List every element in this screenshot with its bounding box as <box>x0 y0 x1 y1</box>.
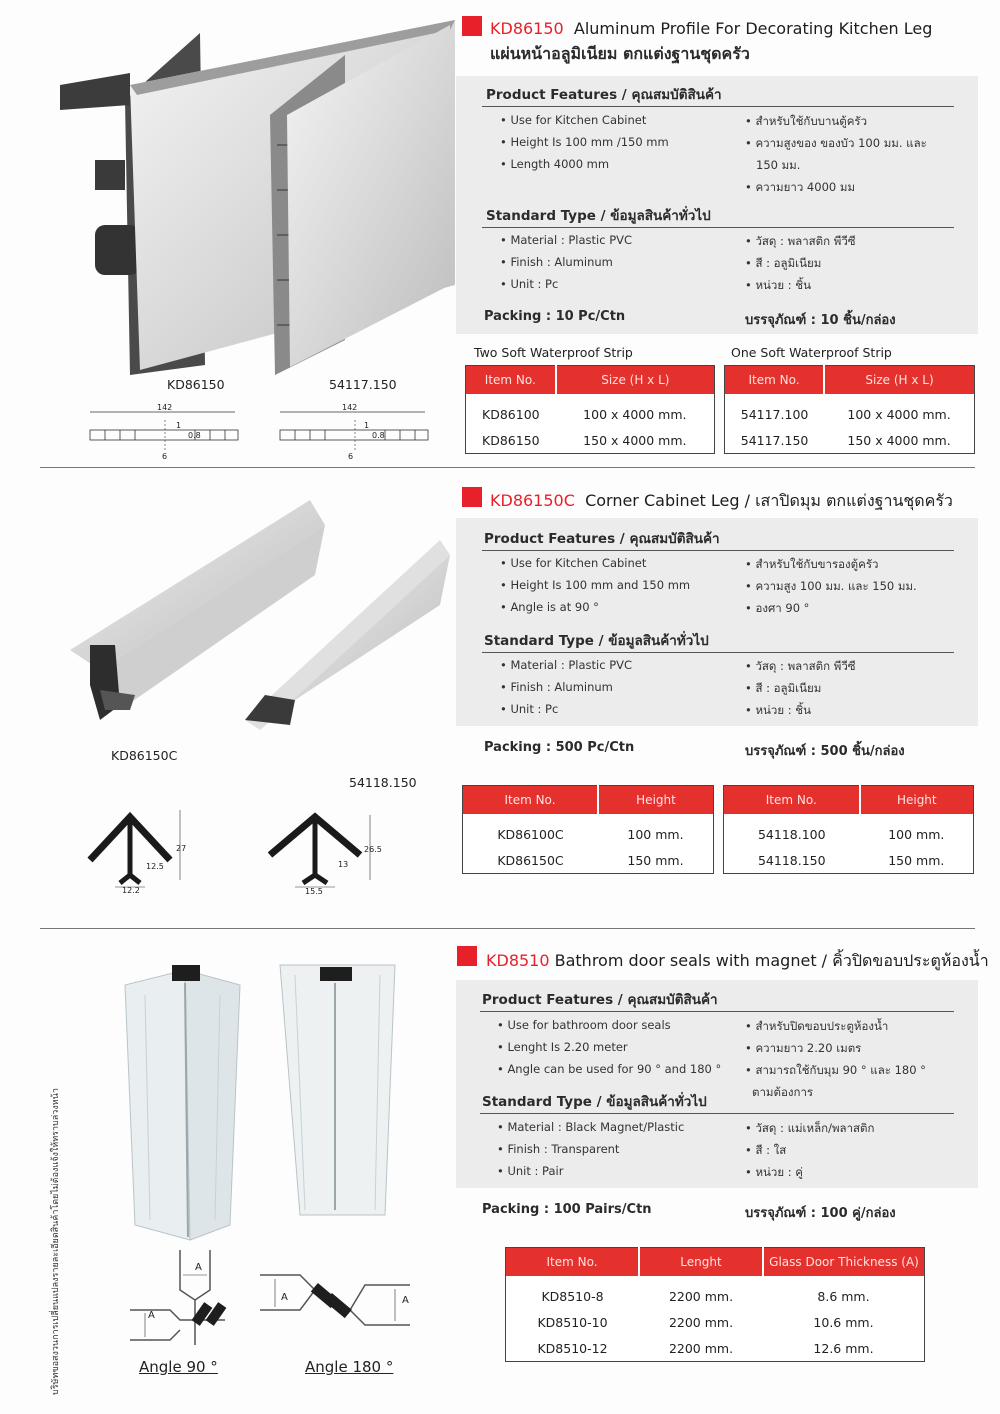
standard-item-th: • วัสดุ : พลาสติก พีวีซี <box>745 659 856 673</box>
section-title <box>490 489 953 514</box>
table-header: Height <box>860 786 974 815</box>
corner-leg-images <box>60 495 460 775</box>
table-cell: 10.6 mm. <box>813 1314 874 1330</box>
product-title: Bathrom door seals with magnet / คิ้วปิดขอบประตูห้องน้ำ <box>554 951 989 970</box>
section-title <box>490 19 932 38</box>
feature-item-th: • สำหรับปิดขอบประตูห้องน้ำ <box>745 1019 889 1033</box>
dim-width-right: 142 <box>342 403 358 412</box>
standard-item: • Material : Black Magnet/Plastic <box>497 1120 685 1134</box>
feature-item: • Height Is 100 mm and 150 mm <box>500 578 691 592</box>
size-table-one-strip <box>724 365 975 454</box>
section-divider <box>40 467 975 468</box>
dim-c-right: 6 <box>348 452 354 461</box>
feature-item-th: • ความยาว 4000 มม <box>745 180 856 194</box>
dim-height-right: 26.5 <box>364 845 382 854</box>
angle-90-drawing <box>125 1245 235 1355</box>
feature-item-th: • สามารถใช้กับมุม 90 ° และ 180 ° <box>745 1063 926 1077</box>
dim-width-left: 12.2 <box>122 886 140 895</box>
section-title <box>486 949 989 974</box>
product-code: KD86150 <box>490 19 564 38</box>
features-heading: Product Features / คุณสมบัติสินค้า <box>484 531 720 547</box>
dim-label-a: A <box>402 1295 409 1306</box>
standard-heading: Standard Type / ข้อมูลสินค้าทั่วไป <box>482 1094 707 1110</box>
standard-heading: Standard Type / ข้อมูลสินค้าทั่วไป <box>486 208 711 224</box>
features-heading: Product Features / คุณสมบัติสินค้า <box>482 992 718 1008</box>
feature-item: • Height Is 100 mm /150 mm <box>500 135 669 149</box>
standard-item: • Unit : Pc <box>500 702 559 716</box>
standard-item: • Finish : Aluminum <box>500 680 613 694</box>
size-table-two-strip <box>465 365 715 454</box>
divider <box>480 1011 954 1012</box>
table-cell: 12.6 mm. <box>813 1340 874 1356</box>
packing-info: Packing : 100 Pairs/Ctn <box>482 1202 652 1217</box>
angle-180-label: Angle 180 ° <box>305 1358 394 1376</box>
table-header: Item No. <box>463 786 598 815</box>
table-row <box>506 1309 925 1335</box>
red-square-marker <box>462 487 482 507</box>
dim-a-right: 1 <box>364 421 370 430</box>
standard-item-th: • วัสดุ : พลาสติก พีวีซี <box>745 234 856 248</box>
table-cell: 2200 mm. <box>668 1314 734 1330</box>
divider <box>482 227 954 228</box>
table-row <box>724 847 974 874</box>
product-title-thai: แผ่นหน้าอลูมิเนียม ตกแต่งฐานชุดครัว <box>490 44 750 63</box>
packing-info: Packing : 10 Pc/Ctn <box>484 309 626 324</box>
section-divider <box>40 928 975 929</box>
table-row <box>466 394 715 427</box>
feature-item-th: • ความยาว 2.20 เมตร <box>745 1041 862 1055</box>
feature-item-th: ตามต้องการ <box>752 1085 814 1099</box>
standard-item: • Finish : Transparent <box>497 1142 620 1156</box>
standard-item: • Unit : Pair <box>497 1164 564 1178</box>
table-cell: KD8510-12 <box>537 1340 608 1356</box>
feature-item-th: • สำหรับใช้กับบานตู้ครัว <box>745 114 868 128</box>
packing-info-th: บรรจุภัณฑ์ : 500 ชิ้น/กล่อง <box>745 744 905 759</box>
product-label-kd86150: KD86150 <box>167 377 225 392</box>
table-cell: 2200 mm. <box>668 1288 734 1304</box>
feature-item: • Use for Kitchen Cabinet <box>500 113 647 127</box>
height-table-right <box>723 785 974 874</box>
table-header: Item No. <box>725 366 825 395</box>
table-cell: 100 x 4000 mm. <box>847 406 951 422</box>
table-cell: 8.6 mm. <box>817 1288 870 1304</box>
divider <box>482 106 954 107</box>
dim-depth-left: 12.5 <box>146 862 164 871</box>
product-label-54117150: 54117.150 <box>329 377 397 392</box>
dim-b-right: 0.8 <box>372 431 385 440</box>
divider <box>482 652 954 653</box>
dim-label-a: A <box>148 1310 155 1321</box>
table-header: Glass Door Thickness (A) <box>763 1248 925 1277</box>
angle-90-label: Angle 90 ° <box>139 1358 218 1376</box>
table-cell: KD8510-8 <box>541 1288 604 1304</box>
standard-item-th: • วัสดุ : แม่เหล็ก/พลาสติก <box>745 1121 875 1135</box>
table-header: Item No. <box>466 366 556 395</box>
one-strip-title: One Soft Waterproof Strip <box>731 345 892 360</box>
standard-item-th: • สี : อลูมิเนียม <box>745 681 822 695</box>
dim-width-right: 15.5 <box>305 887 323 896</box>
angle-180-drawing <box>255 1265 420 1340</box>
door-seal-images <box>120 955 420 1245</box>
feature-item: • Use for Kitchen Cabinet <box>500 556 647 570</box>
packing-info-th: บรรจุภัณฑ์ : 10 ชิ้น/กล่อง <box>745 313 896 328</box>
table-header: Height <box>598 786 714 815</box>
table-row <box>463 847 714 874</box>
feature-item-th: • ความสูง 100 มม. และ 150 มม. <box>745 579 917 593</box>
table-row <box>466 427 715 454</box>
table-row <box>506 1335 925 1362</box>
table-row <box>463 814 714 847</box>
table-cell: 54118.150 <box>757 852 826 868</box>
aluminum-profile-images <box>55 15 455 385</box>
table-cell: 54118.100 <box>757 826 826 842</box>
divider <box>480 1113 954 1114</box>
feature-item: • Use for bathroom door seals <box>497 1018 671 1032</box>
standard-item: • Unit : Pc <box>500 277 559 291</box>
height-table-left <box>462 785 714 874</box>
feature-item-th: • องศา 90 ° <box>745 601 810 615</box>
feature-item: • Lenght Is 2.20 meter <box>497 1040 628 1054</box>
product-code: KD86150C <box>490 491 575 510</box>
product-label-kd86150c: KD86150C <box>111 748 178 763</box>
packing-info-th: บรรจุภัณฑ์ : 100 คู่/กล่อง <box>745 1206 896 1221</box>
table-cell: KD86150 <box>482 432 540 448</box>
standard-item: • Material : Plastic PVC <box>500 233 633 247</box>
table-header: Item No. <box>506 1248 640 1277</box>
table-cell: 150 x 4000 mm. <box>847 432 951 448</box>
table-cell: KD86100 <box>482 406 540 422</box>
table-cell: KD8510-10 <box>537 1314 608 1330</box>
standard-item-th: • หน่วย : คู่ <box>745 1165 803 1179</box>
table-cell: KD86100C <box>497 826 564 842</box>
dim-a-left: 1 <box>176 421 182 430</box>
features-heading: Product Features / คุณสมบัติสินค้า <box>486 87 722 103</box>
dim-depth-right: 13 <box>338 860 349 869</box>
dim-width-left: 142 <box>157 403 173 412</box>
table-cell: 150 mm. <box>888 852 945 868</box>
seal-spec-table <box>505 1247 925 1362</box>
table-cell: 100 mm. <box>627 826 684 842</box>
table-cell: 150 mm. <box>627 852 684 868</box>
product-label-54118150: 54118.150 <box>349 775 417 790</box>
dim-label-a: A <box>195 1262 202 1273</box>
table-row <box>506 1276 925 1309</box>
standard-item-th: • หน่วย : ชิ้น <box>745 703 811 717</box>
red-square-marker <box>457 946 477 966</box>
product-code: KD8510 <box>486 951 550 970</box>
feature-item: • Angle can be used for 90 ° and 180 ° <box>497 1062 722 1076</box>
divider <box>482 550 954 551</box>
feature-item-th: • ความสูงของ ของบัว 100 มม. และ <box>745 136 927 150</box>
table-row <box>724 814 974 847</box>
table-header: Size (H x L) <box>556 366 715 395</box>
red-square-marker <box>462 16 482 36</box>
table-cell: 2200 mm. <box>668 1340 734 1356</box>
standard-item-th: • หน่วย : ชิ้น <box>745 278 811 292</box>
feature-item-th: 150 มม. <box>756 158 801 172</box>
table-cell: 54117.100 <box>740 406 809 422</box>
table-header: Item No. <box>724 786 860 815</box>
table-header: Size (H x L) <box>824 366 974 395</box>
feature-item-th: • สำหรับใช้กับขารองตู้ครัว <box>745 557 879 571</box>
feature-item: • Angle is at 90 ° <box>500 600 599 614</box>
packing-info: Packing : 500 Pc/Ctn <box>484 740 635 755</box>
table-header: Lenght <box>639 1248 763 1277</box>
standard-item: • Material : Plastic PVC <box>500 658 633 672</box>
table-row <box>725 394 975 427</box>
product-title: Aluminum Profile For Decorating Kitchen Leg <box>573 19 933 38</box>
standard-item-th: • สี : ใส <box>745 1143 787 1157</box>
feature-item: • Length 4000 mm <box>500 157 610 171</box>
table-cell: 100 mm. <box>888 826 945 842</box>
table-cell: 100 x 4000 mm. <box>583 406 687 422</box>
table-row <box>725 427 975 454</box>
table-cell: 150 x 4000 mm. <box>583 432 687 448</box>
product-title: Corner Cabinet Leg / เสาปิดมุม ตกแต่งฐานชุดครัว <box>585 491 953 510</box>
two-strip-title: Two Soft Waterproof Strip <box>474 345 633 360</box>
standard-item-th: • สี : อลูมิเนียม <box>745 256 822 270</box>
standard-heading: Standard Type / ข้อมูลสินค้าทั่วไป <box>484 633 709 649</box>
dim-height-left: 27 <box>176 844 187 853</box>
table-cell: 54117.150 <box>740 432 809 448</box>
dim-c-left: 6 <box>162 452 168 461</box>
side-disclaimer: บริษัทขอสงวนการเปลี่ยนแปลงรายละเอียดสินค้าโดยไม่ต้องแจ้งให้ทราบล่วงหน้า <box>51 1088 61 1395</box>
standard-item: • Finish : Aluminum <box>500 255 613 269</box>
table-cell: KD86150C <box>497 852 564 868</box>
dim-label-a: A <box>281 1292 288 1303</box>
dim-b-left: 0.8 <box>188 431 201 440</box>
